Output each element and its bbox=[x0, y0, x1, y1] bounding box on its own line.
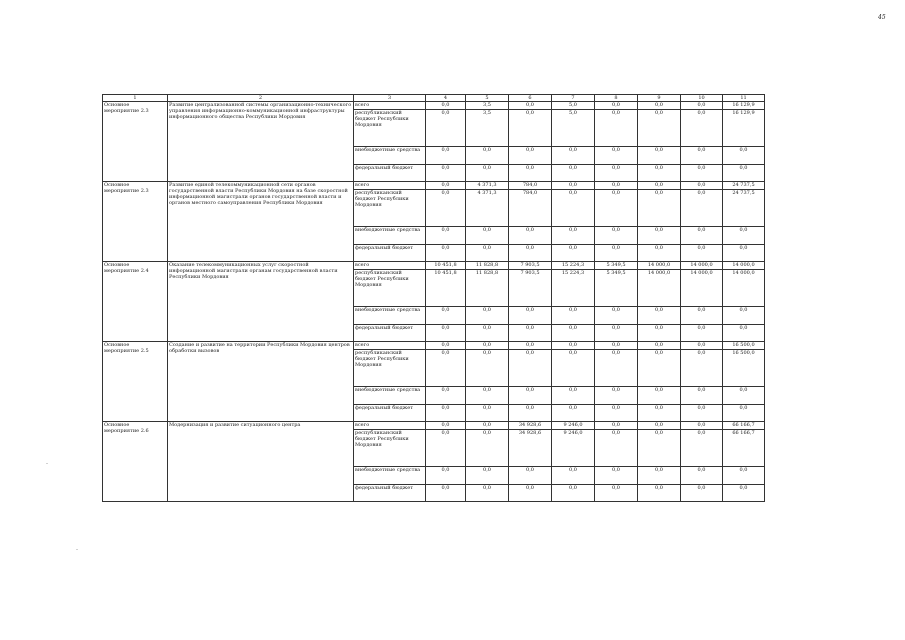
funding-source: республиканский бюджет Республики Мордовия bbox=[354, 350, 426, 387]
activity-code: Основное мероприятие 2.3 bbox=[103, 182, 168, 262]
funding-value: 0,0 bbox=[466, 485, 509, 502]
funding-value: 0,0 bbox=[681, 190, 723, 227]
funding-value: 0,0 bbox=[723, 227, 765, 245]
funding-value: 0,0 bbox=[509, 342, 552, 350]
column-number: 10 bbox=[681, 95, 723, 102]
funding-value: 0,0 bbox=[426, 325, 466, 342]
funding-value: 0,0 bbox=[466, 350, 509, 387]
table-row bbox=[103, 262, 765, 270]
funding-source: федеральный бюджет bbox=[354, 165, 426, 182]
funding-value: 14 000,0 bbox=[723, 270, 765, 307]
funding-value: 0,0 bbox=[466, 387, 509, 405]
funding-source: республиканский бюджет Республики Мордовия bbox=[354, 110, 426, 147]
funding-value: 0,0 bbox=[509, 325, 552, 342]
page-number: 45 bbox=[878, 14, 886, 21]
funding-source: внебюджетные средства bbox=[354, 147, 426, 165]
funding-value: 0,0 bbox=[595, 182, 638, 190]
funding-value: 0,0 bbox=[595, 307, 638, 325]
funding-value: 0,0 bbox=[426, 165, 466, 182]
funding-value: 0,0 bbox=[426, 350, 466, 387]
table-row bbox=[103, 102, 765, 110]
funding-value: 0,0 bbox=[638, 467, 681, 485]
funding-value: 14 000,0 bbox=[723, 262, 765, 270]
funding-value: 0,0 bbox=[681, 350, 723, 387]
funding-value: 0,0 bbox=[638, 245, 681, 262]
funding-value: 0,0 bbox=[681, 342, 723, 350]
funding-value: 0,0 bbox=[723, 245, 765, 262]
funding-source: федеральный бюджет bbox=[354, 485, 426, 502]
funding-value: 0,0 bbox=[426, 467, 466, 485]
funding-value: 0,0 bbox=[466, 405, 509, 422]
funding-value: 5,0 bbox=[552, 110, 595, 147]
funding-value: 0,0 bbox=[595, 350, 638, 387]
funding-value: 15 224,3 bbox=[552, 262, 595, 270]
funding-value: 0,0 bbox=[552, 307, 595, 325]
funding-value: 0,0 bbox=[595, 245, 638, 262]
scan-mark: - bbox=[76, 546, 79, 553]
funding-value: 0,0 bbox=[426, 190, 466, 227]
funding-value: 0,0 bbox=[638, 387, 681, 405]
funding-source: республиканский бюджет Республики Мордовия bbox=[354, 190, 426, 227]
column-number: 2 bbox=[168, 95, 354, 102]
funding-source: всего bbox=[354, 422, 426, 430]
funding-value: 0,0 bbox=[426, 147, 466, 165]
funding-value: 0,0 bbox=[426, 182, 466, 190]
funding-value: 66 166,7 bbox=[723, 422, 765, 430]
funding-value: 0,0 bbox=[509, 387, 552, 405]
funding-value: 0,0 bbox=[552, 182, 595, 190]
funding-value: 0,0 bbox=[723, 325, 765, 342]
funding-value: 0,0 bbox=[509, 165, 552, 182]
funding-value: 0,0 bbox=[509, 405, 552, 422]
table-row bbox=[103, 182, 765, 190]
funding-value: 7 903,5 bbox=[509, 262, 552, 270]
funding-value: 0,0 bbox=[638, 342, 681, 350]
funding-value: 11 828,8 bbox=[466, 270, 509, 307]
funding-value: 0,0 bbox=[681, 422, 723, 430]
funding-value: 0,0 bbox=[426, 307, 466, 325]
column-number: 6 bbox=[509, 95, 552, 102]
funding-value: 0,0 bbox=[723, 165, 765, 182]
funding-value: 0,0 bbox=[595, 387, 638, 405]
funding-source: федеральный бюджет bbox=[354, 245, 426, 262]
funding-value: 0,0 bbox=[426, 422, 466, 430]
funding-value: 4 371,3 bbox=[466, 182, 509, 190]
funding-value: 0,0 bbox=[426, 110, 466, 147]
funding-value: 14 000,0 bbox=[638, 262, 681, 270]
funding-value: 0,0 bbox=[552, 467, 595, 485]
funding-value: 0,0 bbox=[466, 342, 509, 350]
funding-value: 0,0 bbox=[509, 147, 552, 165]
funding-value: 0,0 bbox=[552, 342, 595, 350]
funding-value: 0,0 bbox=[595, 467, 638, 485]
funding-value: 0,0 bbox=[466, 430, 509, 467]
funding-value: 784,0 bbox=[509, 182, 552, 190]
funding-value: 0,0 bbox=[638, 325, 681, 342]
funding-value: 784,0 bbox=[509, 190, 552, 227]
header-row bbox=[103, 95, 765, 102]
funding-value: 0,0 bbox=[638, 307, 681, 325]
funding-value: 0,0 bbox=[638, 190, 681, 227]
funding-value: 0,0 bbox=[595, 342, 638, 350]
funding-value: 0,0 bbox=[681, 467, 723, 485]
funding-value: 9 246,0 bbox=[552, 430, 595, 467]
funding-value: 0,0 bbox=[681, 245, 723, 262]
funding-value: 0,0 bbox=[638, 422, 681, 430]
funding-value: 14 000,0 bbox=[681, 270, 723, 307]
funding-value: 0,0 bbox=[509, 350, 552, 387]
funding-source: всего bbox=[354, 182, 426, 190]
funding-value: 0,0 bbox=[681, 227, 723, 245]
funding-value: 0,0 bbox=[638, 102, 681, 110]
funding-value: 0,0 bbox=[552, 405, 595, 422]
funding-source: федеральный бюджет bbox=[354, 325, 426, 342]
scan-mark: - bbox=[46, 460, 49, 467]
funding-value: 0,0 bbox=[552, 485, 595, 502]
funding-source: всего bbox=[354, 102, 426, 110]
activity-name: Создание и развитие на территории Республики Мордовия центров обработки вызовов bbox=[168, 342, 354, 422]
funding-value: 0,0 bbox=[426, 430, 466, 467]
table-row bbox=[103, 422, 765, 430]
activity-code: Основное мероприятие 2.6 bbox=[103, 422, 168, 502]
funding-value: 0,0 bbox=[552, 190, 595, 227]
column-number: 5 bbox=[466, 95, 509, 102]
funding-value: 16 129,9 bbox=[723, 110, 765, 147]
funding-value: 10 451,8 bbox=[426, 262, 466, 270]
funding-value: 15 224,3 bbox=[552, 270, 595, 307]
funding-value: 0,0 bbox=[723, 387, 765, 405]
funding-source: федеральный бюджет bbox=[354, 405, 426, 422]
funding-value: 0,0 bbox=[509, 245, 552, 262]
funding-value: 0,0 bbox=[426, 245, 466, 262]
funding-value: 0,0 bbox=[595, 102, 638, 110]
funding-value: 5 349,5 bbox=[595, 262, 638, 270]
funding-value: 0,0 bbox=[426, 405, 466, 422]
funding-value: 0,0 bbox=[638, 147, 681, 165]
funding-value: 0,0 bbox=[595, 430, 638, 467]
column-number: 11 bbox=[723, 95, 765, 102]
activity-code: Основное мероприятие 2.3 bbox=[103, 102, 168, 182]
funding-value: 14 000,0 bbox=[681, 262, 723, 270]
funding-value: 0,0 bbox=[466, 307, 509, 325]
table-row bbox=[103, 342, 765, 350]
funding-value: 34 928,6 bbox=[509, 430, 552, 467]
funding-value: 0,0 bbox=[466, 165, 509, 182]
funding-value: 0,0 bbox=[595, 405, 638, 422]
funding-value: 0,0 bbox=[638, 430, 681, 467]
funding-value: 0,0 bbox=[466, 422, 509, 430]
funding-source: республиканский бюджет Республики Мордовия bbox=[354, 430, 426, 467]
activity-code: Основное мероприятие 2.5 bbox=[103, 342, 168, 422]
funding-value: 0,0 bbox=[681, 325, 723, 342]
funding-value: 5 349,5 bbox=[595, 270, 638, 307]
funding-value: 0,0 bbox=[426, 387, 466, 405]
funding-source: внебюджетные средства bbox=[354, 467, 426, 485]
funding-value: 0,0 bbox=[681, 307, 723, 325]
funding-value: 0,0 bbox=[552, 325, 595, 342]
funding-value: 16 500,0 bbox=[723, 342, 765, 350]
funding-value: 0,0 bbox=[681, 387, 723, 405]
funding-value: 0,0 bbox=[723, 405, 765, 422]
column-number: 8 bbox=[595, 95, 638, 102]
funding-value: 0,0 bbox=[466, 467, 509, 485]
funding-value: 0,0 bbox=[723, 485, 765, 502]
funding-value: 0,0 bbox=[426, 102, 466, 110]
funding-value: 0,0 bbox=[509, 110, 552, 147]
funding-value: 16 129,9 bbox=[723, 102, 765, 110]
funding-value: 10 451,8 bbox=[426, 270, 466, 307]
funding-value: 11 828,8 bbox=[466, 262, 509, 270]
funding-value: 24 737,5 bbox=[723, 190, 765, 227]
funding-value: 9 246,0 bbox=[552, 422, 595, 430]
funding-source: всего bbox=[354, 262, 426, 270]
funding-value: 0,0 bbox=[509, 307, 552, 325]
funding-value: 0,0 bbox=[681, 110, 723, 147]
column-number: 9 bbox=[638, 95, 681, 102]
funding-value: 0,0 bbox=[595, 227, 638, 245]
funding-value: 0,0 bbox=[466, 227, 509, 245]
funding-value: 0,0 bbox=[466, 325, 509, 342]
funding-value: 0,0 bbox=[681, 430, 723, 467]
column-number: 3 bbox=[354, 95, 426, 102]
activity-name: Модернизация и развитие ситуационного центра bbox=[168, 422, 354, 502]
activity-code: Основное мероприятие 2.4 bbox=[103, 262, 168, 342]
funding-value: 24 737,5 bbox=[723, 182, 765, 190]
funding-value: 4 371,3 bbox=[466, 190, 509, 227]
funding-value: 0,0 bbox=[552, 245, 595, 262]
funding-value: 5,0 bbox=[552, 102, 595, 110]
funding-value: 0,0 bbox=[638, 485, 681, 502]
funding-value: 0,0 bbox=[638, 405, 681, 422]
funding-value: 0,0 bbox=[681, 165, 723, 182]
funding-value: 14 000,0 bbox=[638, 270, 681, 307]
funding-value: 0,0 bbox=[723, 147, 765, 165]
funding-value: 3,5 bbox=[466, 110, 509, 147]
funding-value: 0,0 bbox=[552, 165, 595, 182]
funding-value: 0,0 bbox=[595, 110, 638, 147]
funding-value: 0,0 bbox=[426, 227, 466, 245]
funding-value: 0,0 bbox=[595, 147, 638, 165]
funding-source: республиканский бюджет Республики Мордовия bbox=[354, 270, 426, 307]
funding-value: 0,0 bbox=[681, 405, 723, 422]
activity-name: Развитие централизованной системы организационно-технического управления информационно-коммуникационной инфраструктуры информационного общества Республики Мордовия bbox=[168, 102, 354, 182]
funding-value: 0,0 bbox=[552, 387, 595, 405]
funding-value: 3,5 bbox=[466, 102, 509, 110]
funding-value: 0,0 bbox=[509, 467, 552, 485]
funding-value: 0,0 bbox=[638, 110, 681, 147]
funding-value: 7 903,5 bbox=[509, 270, 552, 307]
funding-value: 0,0 bbox=[552, 147, 595, 165]
funding-value: 0,0 bbox=[681, 485, 723, 502]
funding-value: 0,0 bbox=[638, 182, 681, 190]
funding-value: 0,0 bbox=[638, 227, 681, 245]
funding-value: 0,0 bbox=[595, 190, 638, 227]
funding-value: 0,0 bbox=[595, 422, 638, 430]
funding-value: 0,0 bbox=[723, 307, 765, 325]
funding-value: 0,0 bbox=[681, 147, 723, 165]
funding-value: 0,0 bbox=[723, 467, 765, 485]
funding-value: 34 928,6 bbox=[509, 422, 552, 430]
funding-source: внебюджетные средства bbox=[354, 387, 426, 405]
column-number: 7 bbox=[552, 95, 595, 102]
funding-value: 0,0 bbox=[681, 102, 723, 110]
funding-source: внебюджетные средства bbox=[354, 227, 426, 245]
funding-value: 0,0 bbox=[595, 165, 638, 182]
funding-source: всего bbox=[354, 342, 426, 350]
funding-value: 0,0 bbox=[509, 102, 552, 110]
funding-value: 0,0 bbox=[552, 350, 595, 387]
funding-value: 0,0 bbox=[426, 342, 466, 350]
funding-value: 0,0 bbox=[509, 485, 552, 502]
funding-value: 0,0 bbox=[638, 165, 681, 182]
column-number: 4 bbox=[426, 95, 466, 102]
funding-value: 0,0 bbox=[595, 325, 638, 342]
funding-value: 0,0 bbox=[681, 182, 723, 190]
column-number: 1 bbox=[103, 95, 168, 102]
funding-value: 0,0 bbox=[638, 350, 681, 387]
funding-source: внебюджетные средства bbox=[354, 307, 426, 325]
funding-value: 0,0 bbox=[552, 227, 595, 245]
funding-table bbox=[102, 94, 765, 502]
funding-value: 66 166,7 bbox=[723, 430, 765, 467]
activity-name: Развитие единой телекоммуникационной сети органов государственной власти Республики Мордовия на базе скоростной информационной магистрали органов государственной власти и органов местного самоуправления Республики Мордовия bbox=[168, 182, 354, 262]
funding-value: 16 500,0 bbox=[723, 350, 765, 387]
funding-value: 0,0 bbox=[595, 485, 638, 502]
funding-value: 0,0 bbox=[466, 147, 509, 165]
activity-name: Оказание телекоммуникационных услуг скоростной информационной магистрали органам государственной власти Республики Мордовия bbox=[168, 262, 354, 342]
funding-value: 0,0 bbox=[509, 227, 552, 245]
funding-value: 0,0 bbox=[426, 485, 466, 502]
funding-value: 0,0 bbox=[466, 245, 509, 262]
